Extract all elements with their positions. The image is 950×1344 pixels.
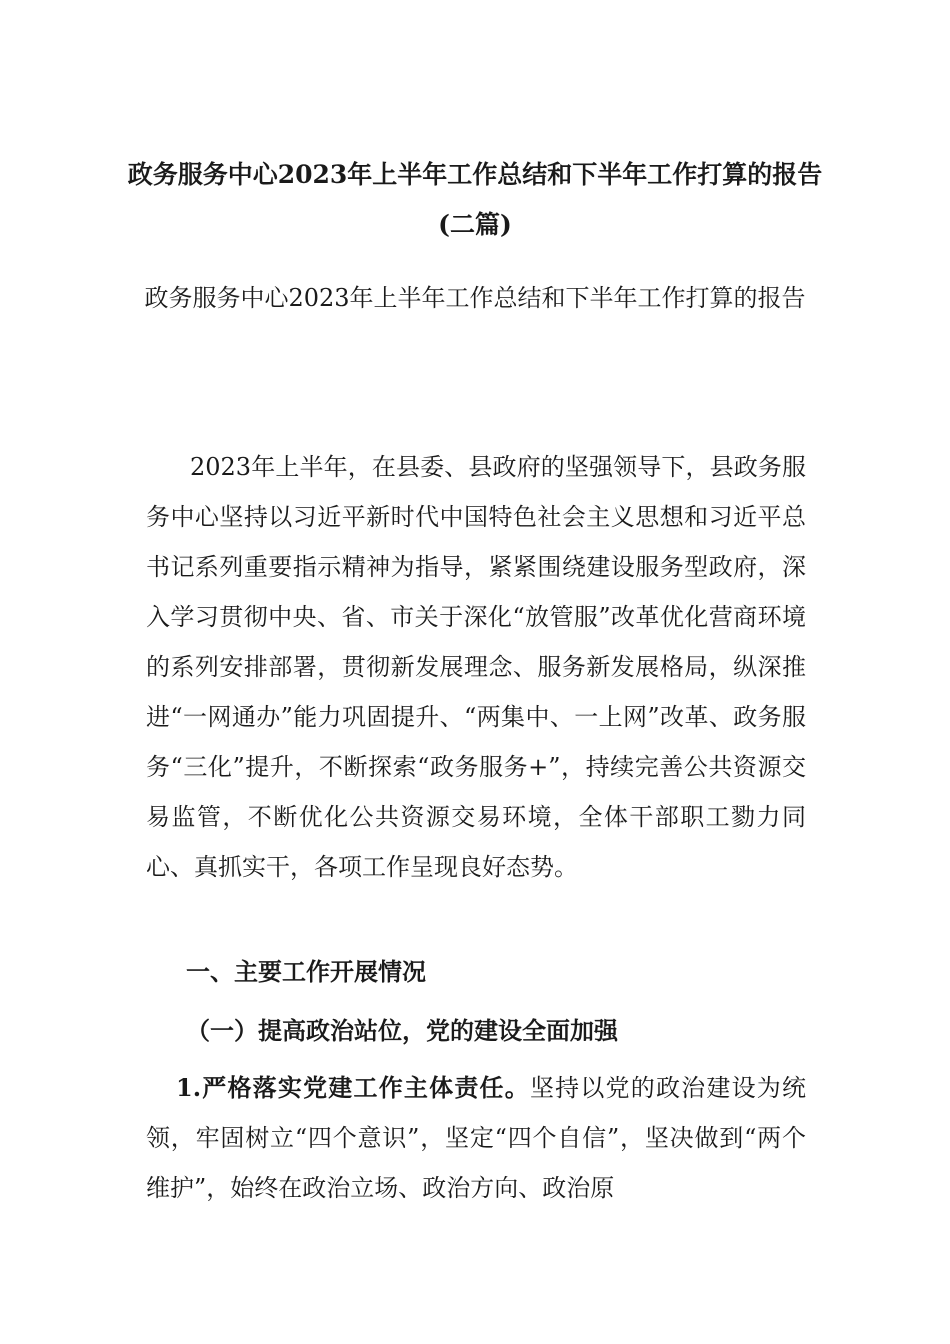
document-subtitle: 政务服务中心2023年上半年工作总结和下半年工作打算的报告 — [144, 284, 806, 312]
intro-paragraph: 2023年上半年，在县委、县政府的坚强领导下，县政务服务中心坚持以习近平新时代中国特色社会主义思想和习近平总书记系列重要指示精神为指导，紧紧围绕建设服务型政府，深入学习贯彻中央、省、市关于深化“放管服”改革优化营商环境的系列安排部署，贯彻新发展理念、服务新发展格局，纵深推进“一网通办”能力巩固提升、“两集中、一上网”改革、政务服务“三化”提升，不断探索“政务服务+”，持续完善公共资源交易监管，不断优化公共资源交易环境，全体干部职工勠力同心、真抓实干，各项工作呈现良好态势。 — [146, 453, 806, 881]
subsection-heading: （一）提高政治站位，党的建设全面加强 — [186, 1016, 618, 1045]
document-title: 政务服务中心2023年上半年工作总结和下半年工作打算的报告(二篇) — [127, 160, 823, 239]
paragraph-text: 坚持以党的政治建设为统领，牢固树立“四个意识”，坚定“四个自信”，坚决做到“两个维护”，始终在政治立场、政治方向、政治原 — [146, 1074, 806, 1202]
paragraph-lead: 1.严格落实党建工作主体责任。 — [176, 1073, 530, 1102]
section-heading: 一、主要工作开展情况 — [186, 957, 426, 986]
body-paragraph — [146, 1063, 806, 1213]
